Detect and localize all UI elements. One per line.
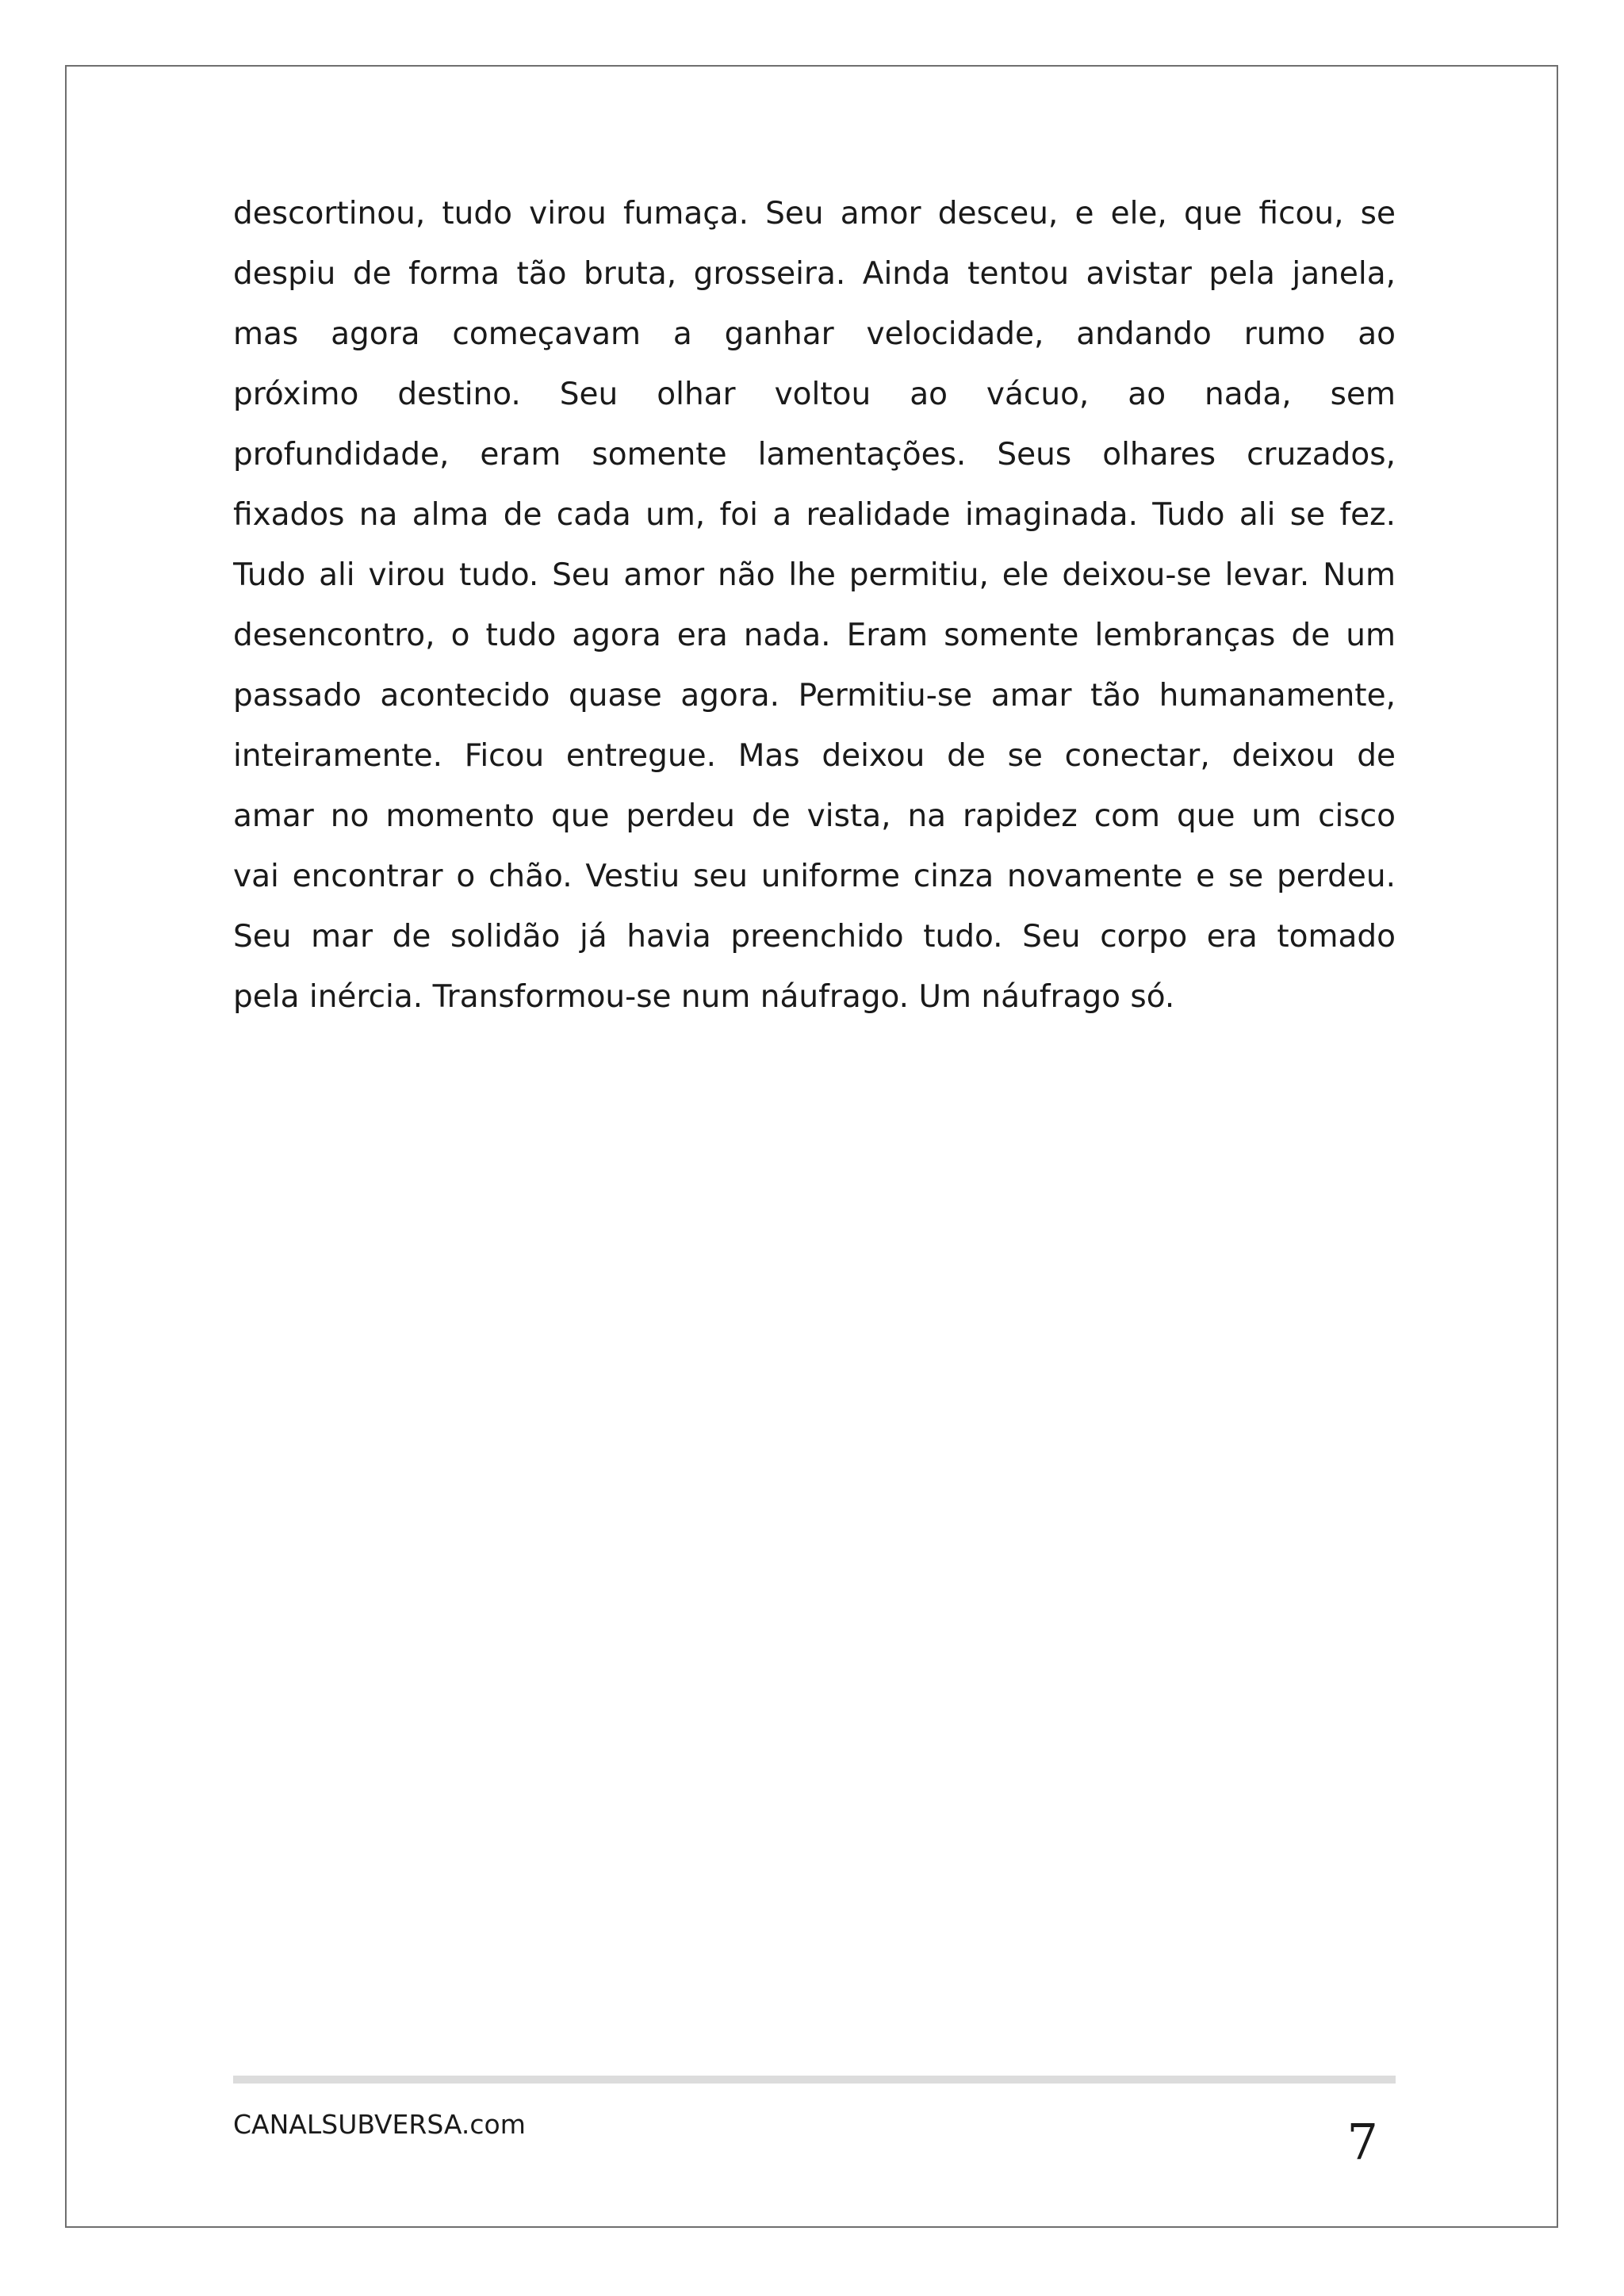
footer-divider bbox=[233, 2076, 1396, 2084]
body-paragraph bbox=[233, 184, 1396, 1027]
text-line-last: pela inércia. Transformou-se num náufrago. Um náufrago só. bbox=[233, 979, 1175, 1015]
text-line: descortinou, tudo virou fumaça. Seu amor desceu, e ele, que ficou, se bbox=[233, 196, 1396, 232]
text-line: passado acontecido quase agora. Permitiu-se amar tão humanamente, bbox=[233, 678, 1396, 714]
text-line: Tudo ali virou tudo. Seu amor não lhe permitiu, ele deixou-se levar. Num bbox=[233, 557, 1396, 593]
text-line: amar no momento que perdeu de vista, na rapidez com que um cisco bbox=[233, 798, 1396, 834]
text-line: desencontro, o tudo agora era nada. Eram somente lembranças de um bbox=[233, 618, 1396, 653]
footer-site-name: CANALSUBVERSA.com bbox=[233, 2109, 526, 2140]
page-number: 7 bbox=[1346, 2113, 1378, 2171]
text-line: despiu de forma tão bruta, grosseira. Ainda tentou avistar pela janela, bbox=[233, 256, 1396, 292]
text-line: inteiramente. Ficou entregue. Mas deixou de se conectar, deixou de bbox=[233, 738, 1396, 774]
text-line: mas agora começavam a ganhar velocidade, andando rumo ao bbox=[233, 316, 1396, 352]
text-line: vai encontrar o chão. Vestiu seu uniforme cinza novamente e se perdeu. bbox=[233, 859, 1396, 894]
text-line: Seu mar de solidão já havia preenchido tudo. Seu corpo era tomado bbox=[233, 919, 1396, 955]
text-line: profundidade, eram somente lamentações. Seus olhares cruzados, bbox=[233, 437, 1396, 473]
text-line: próximo destino. Seu olhar voltou ao vácuo, ao nada, sem bbox=[233, 377, 1396, 412]
text-line: fixados na alma de cada um, foi a realidade imaginada. Tudo ali se fez. bbox=[233, 497, 1396, 533]
